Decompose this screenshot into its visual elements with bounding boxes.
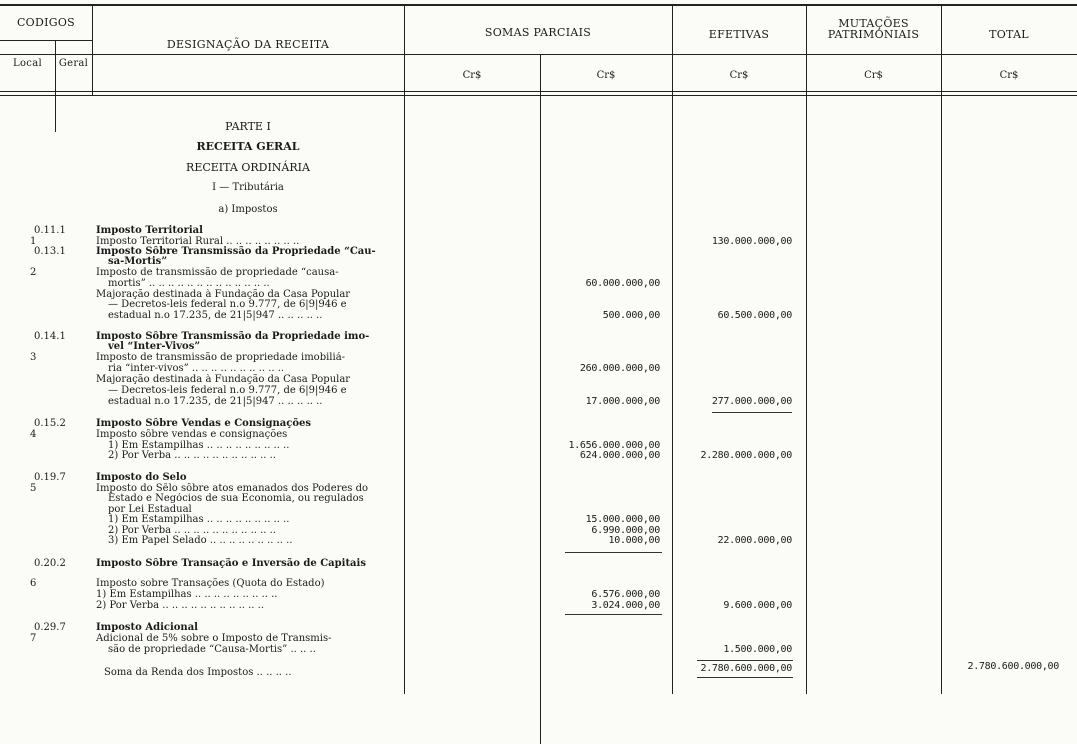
row-description: Imposto Territorial bbox=[96, 225, 203, 236]
row-description: Imposto sôbre vendas e consignações bbox=[96, 429, 288, 440]
row-soma-parcial: 260.000.000,00 bbox=[579, 363, 660, 374]
row-description: são de propriedade “Causa-Mortis” .. .. .. bbox=[108, 644, 316, 655]
row-description: — Decretos-leis federal n.o 9.777, de 6|9|946 e bbox=[108, 385, 347, 396]
row-description: Imposto do Selo bbox=[96, 472, 187, 483]
summary-total: 2.780.600.000,00 bbox=[967, 661, 1059, 672]
header-somas-parciais: SOMAS PARCIAIS bbox=[484, 26, 592, 39]
header-mutacoes-1: MUTAÇÕES bbox=[838, 17, 909, 30]
row-soma-parcial: 3.024.000,00 bbox=[591, 600, 660, 611]
row-soma-parcial: 1.656.000.000,00 bbox=[568, 440, 660, 451]
row-description: por Lei Estadual bbox=[108, 504, 192, 515]
row-description: 2) Por Verba .. .. .. .. .. .. .. .. .. .. .. bbox=[108, 525, 277, 536]
title-impostos: a) Impostos bbox=[218, 204, 278, 215]
top-rule bbox=[0, 4, 1077, 6]
row-description: mortis” .. .. .. .. .. .. .. .. .. .. .. .. .. bbox=[108, 278, 270, 289]
row-description: Imposto do Sêlo sôbre atos emanados dos Poderes do bbox=[96, 483, 369, 494]
row-soma-parcial: 15.000.000,00 bbox=[585, 514, 660, 525]
row-description: Imposto Sôbre Transmissão da Propriedade “Cau- bbox=[96, 246, 376, 257]
row-efetivas: 22.000.000,00 bbox=[717, 535, 792, 546]
row-efetivas: 60.500.000,00 bbox=[717, 310, 792, 321]
row-description: Imposto Sôbre Vendas e Consignações bbox=[96, 418, 312, 429]
row-soma-parcial: 6.990.000,00 bbox=[591, 525, 660, 536]
row-code: 0.13.1 bbox=[34, 246, 66, 257]
col-rule-designacao bbox=[404, 4, 405, 694]
row-efetivas: 1.500.000,00 bbox=[723, 644, 792, 655]
row-description: sa-Mortis” bbox=[108, 256, 168, 267]
title-receita-geral: RECEITA GERAL bbox=[196, 140, 300, 153]
subtotal-rule-2 bbox=[565, 614, 662, 615]
row-code: 0.19.7 bbox=[34, 472, 66, 483]
header-geral: Geral bbox=[58, 58, 89, 69]
row-efetivas: 130.000.000,00 bbox=[711, 236, 792, 247]
row-code: 3 bbox=[30, 352, 37, 363]
row-description: Estado e Negócios de sua Economia, ou regulados bbox=[108, 493, 364, 504]
row-description: Imposto Sôbre Transação e Inversão de Capitais bbox=[96, 558, 366, 569]
row-description: Imposto de transmissão de propriedade imobiliá- bbox=[96, 352, 346, 363]
col-rule-efetivas bbox=[806, 4, 807, 694]
row-soma-parcial: 500.000,00 bbox=[602, 310, 660, 321]
row-description: estadual n.o 17.235, de 21|5|947 .. .. .. .. .. bbox=[108, 396, 323, 407]
row-description: 1) Em Estampilhas .. .. .. .. .. .. .. .. .. bbox=[96, 589, 278, 600]
row-description: 2) Por Verba .. .. .. .. .. .. .. .. .. .. .. bbox=[96, 600, 265, 611]
row-code: 0.14.1 bbox=[34, 331, 66, 342]
summary-efetivas: 2.780.600.000,00 bbox=[700, 663, 792, 674]
row-description: — Decretos-leis federal n.o 9.777, de 6|9|946 e bbox=[108, 299, 347, 310]
header-efetivas: EFETIVAS bbox=[708, 28, 770, 41]
row-code: 0.29.7 bbox=[34, 622, 66, 633]
header-bottom-rule bbox=[0, 91, 1077, 92]
row-description: Majoração destinada à Fundação da Casa Popular bbox=[96, 374, 351, 385]
row-soma-parcial: 17.000.000,00 bbox=[585, 396, 660, 407]
row-description: 3) Em Papel Selado .. .. .. .. .. .. .. .. .. bbox=[108, 535, 293, 546]
currency-parcial-a: Cr$ bbox=[462, 70, 482, 81]
row-code: 0.20.2 bbox=[34, 558, 66, 569]
row-description: ria “inter-vivos” .. .. .. .. .. .. .. .. .. .. bbox=[108, 363, 285, 374]
row-description: Adicional de 5% sobre o Imposto de Transmis- bbox=[96, 633, 332, 644]
currency-mutacoes: Cr$ bbox=[864, 70, 883, 81]
row-description: Imposto de transmissão de propriedade “causa- bbox=[96, 267, 339, 278]
header-bottom-rule-2 bbox=[0, 95, 1077, 96]
col-rule-local bbox=[55, 40, 56, 132]
row-code: 0.11.1 bbox=[34, 225, 66, 236]
row-code: 0.15.2 bbox=[34, 418, 66, 429]
col-rule-somas bbox=[672, 4, 673, 694]
title-receita-ordinaria: RECEITA ORDINÁRIA bbox=[186, 161, 310, 174]
row-description: estadual n.o 17.235, de 21|5|947 .. .. .. .. .. bbox=[108, 310, 323, 321]
row-description: Imposto Territorial Rural .. .. .. .. .. .. .. .. bbox=[96, 236, 300, 247]
row-description: Majoração destinada à Fundação da Casa Popular bbox=[96, 289, 351, 300]
row-code: 4 bbox=[30, 429, 37, 440]
currency-total: Cr$ bbox=[999, 70, 1019, 81]
row-description: vel “Inter-Vivos” bbox=[108, 341, 201, 352]
row-description: 1) Em Estampilhas .. .. .. .. .. .. .. .. .. bbox=[108, 440, 290, 451]
title-tributaria: I — Tributária bbox=[212, 182, 284, 193]
row-efetivas: 2.280.000.000,00 bbox=[700, 450, 792, 461]
subtotal-rule-3 bbox=[712, 412, 792, 413]
codes-split-rule bbox=[0, 40, 92, 41]
summary-rule-bottom bbox=[697, 677, 793, 678]
title-parte: PARTE I bbox=[225, 120, 271, 133]
row-code: 6 bbox=[30, 578, 37, 589]
row-description: Imposto Adicional bbox=[96, 622, 198, 633]
currency-efetivas: Cr$ bbox=[729, 70, 749, 81]
header-mid-rule bbox=[0, 54, 1077, 55]
row-efetivas: 9.600.000,00 bbox=[723, 600, 792, 611]
col-rule-mutacoes bbox=[941, 4, 942, 694]
row-description: Imposto Sôbre Transmissão da Propriedade imo- bbox=[96, 331, 370, 342]
header-total: TOTAL bbox=[989, 28, 1029, 41]
row-soma-parcial: 624.000.000,00 bbox=[579, 450, 660, 461]
row-soma-parcial: 60.000.000,00 bbox=[585, 278, 660, 289]
summary-label: Soma da Renda dos Impostos .. .. .. .. bbox=[104, 667, 292, 678]
subtotal-rule-1 bbox=[565, 552, 662, 553]
row-description: 1) Em Estampilhas .. .. .. .. .. .. .. .. .. bbox=[108, 514, 290, 525]
row-soma-parcial: 10.000,00 bbox=[608, 535, 660, 546]
row-efetivas: 277.000.000,00 bbox=[711, 396, 792, 407]
header-mutacoes-2: PATRIMONIAIS bbox=[827, 28, 920, 41]
summary-rule-top bbox=[697, 660, 793, 661]
header-codigos: CODIGOS bbox=[16, 16, 76, 29]
header-designacao: DESIGNAÇÃO DA RECEITA bbox=[166, 38, 330, 51]
row-code: 1 bbox=[30, 236, 37, 247]
row-code: 7 bbox=[30, 633, 37, 644]
currency-parcial-b: Cr$ bbox=[596, 70, 616, 81]
header-local: Local bbox=[13, 58, 42, 69]
row-description: 2) Por Verba .. .. .. .. .. .. .. .. .. .. .. bbox=[108, 450, 277, 461]
row-code: 5 bbox=[30, 483, 37, 494]
row-code: 2 bbox=[30, 267, 37, 278]
row-description: Imposto sobre Transações (Quota do Estado) bbox=[96, 578, 325, 589]
row-soma-parcial: 6.576.000,00 bbox=[591, 589, 660, 600]
